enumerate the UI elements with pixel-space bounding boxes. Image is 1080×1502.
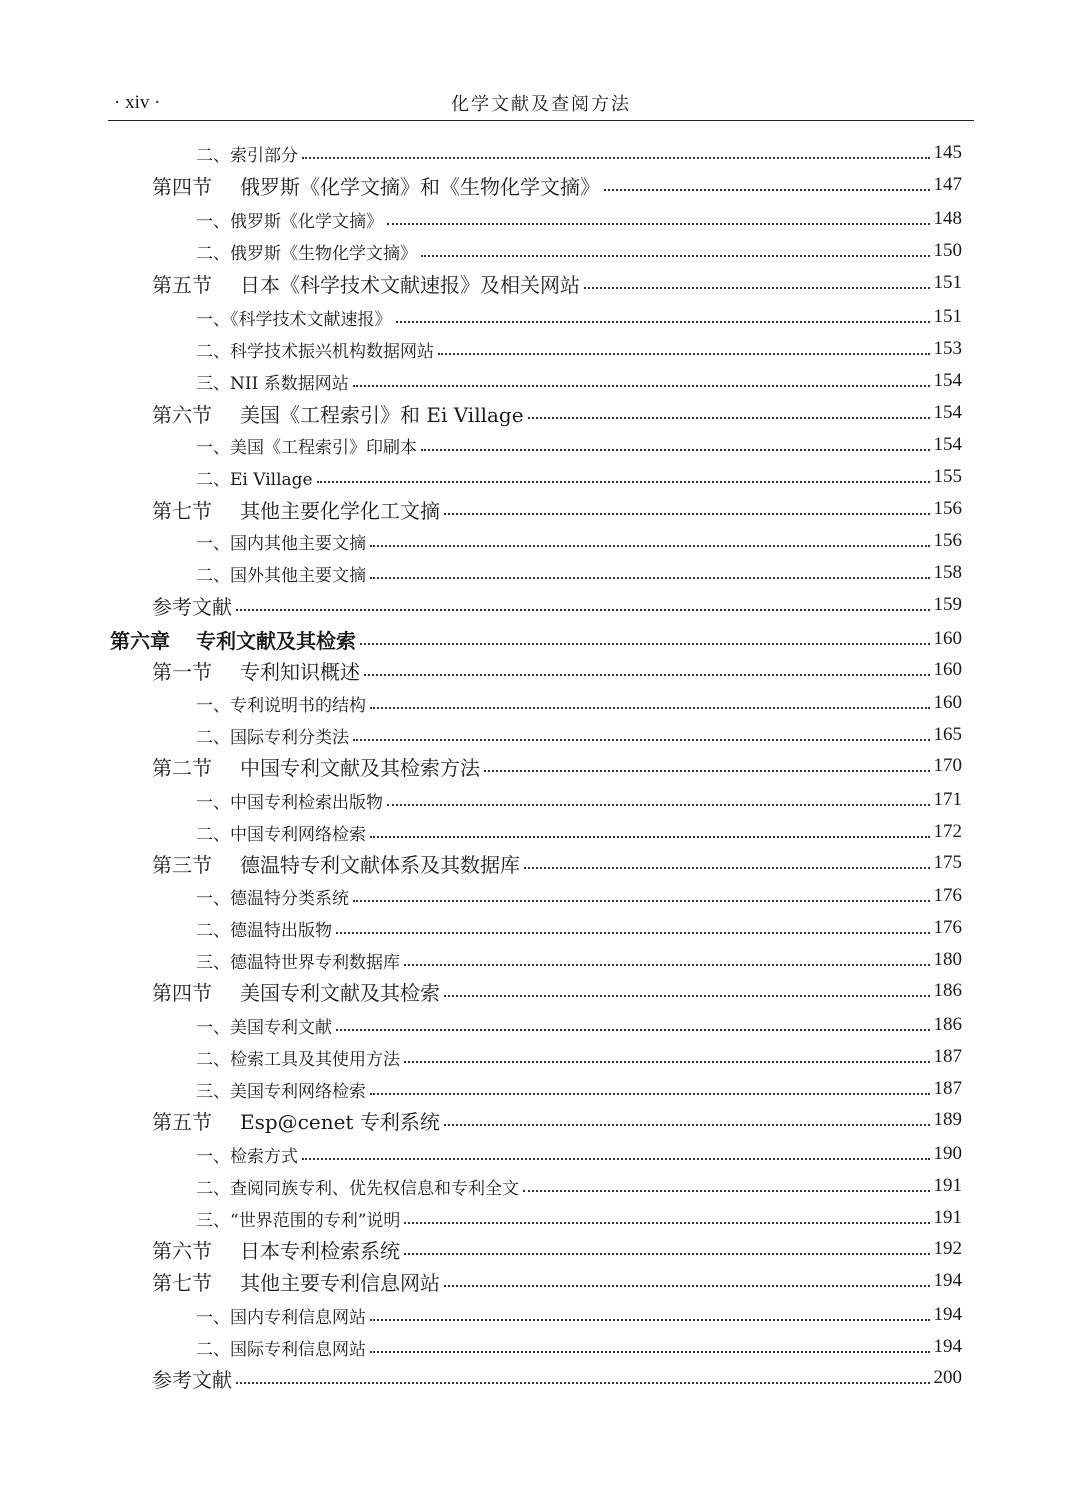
toc-entry-title: 三、NII 系数据网站 [196, 373, 349, 394]
section-number: 第六节 [152, 1238, 212, 1263]
toc-entry-title: 三、美国专利网络检索 [196, 1081, 366, 1102]
toc-entry-title: 其他主要专利信息网站 [240, 1270, 440, 1295]
toc-entry-label [152, 656, 360, 685]
toc-page-number: 176 [933, 917, 962, 938]
toc-entry-label [196, 529, 366, 554]
toc-page-number: 192 [933, 1238, 962, 1259]
dot-leader [387, 804, 930, 806]
toc-entry [152, 1105, 962, 1135]
toc-entry [196, 430, 962, 460]
toc-entry-title: 俄罗斯《化学文摘》和《生物化学文摘》 [240, 174, 600, 199]
toc-entry-title: 二、索引部分 [196, 145, 298, 166]
toc-entry-label [152, 752, 480, 781]
toc-entry-title: 二、国际专利分类法 [196, 727, 349, 748]
toc-entry [196, 785, 962, 815]
toc-entry-title: 二、国外其他主要文摘 [196, 565, 366, 586]
toc-entry-label [196, 1142, 298, 1167]
toc-entry-label [196, 1303, 366, 1328]
toc-page-number: 170 [933, 755, 962, 776]
dot-leader [370, 1319, 930, 1321]
toc-page-number: 158 [933, 562, 962, 583]
section-number: 第二节 [152, 755, 212, 780]
toc-entry [196, 204, 962, 234]
dot-leader [353, 385, 930, 387]
dot-leader [404, 1222, 929, 1224]
toc-entry [196, 1139, 962, 1169]
toc-page-number: 186 [933, 1014, 962, 1035]
dot-leader [444, 1285, 930, 1287]
toc-entry-label [196, 723, 349, 748]
dot-leader [236, 609, 930, 611]
page-number: · xiv · [114, 92, 161, 113]
dot-leader [387, 223, 930, 225]
toc-entry-label [196, 884, 349, 909]
toc-entry-title: 一、美国《工程索引》印刷本 [196, 437, 417, 458]
dot-leader [302, 157, 930, 159]
toc-entry-label [152, 1267, 440, 1296]
dot-leader [584, 287, 930, 289]
dot-leader [524, 867, 930, 869]
toc-entry-label [152, 1364, 232, 1393]
toc-page-number: 200 [933, 1367, 962, 1388]
toc-entry [196, 302, 962, 332]
toc-entry-label [196, 788, 383, 813]
toc-entry-title: 二、中国专利网络检索 [196, 824, 366, 845]
section-number: 第五节 [152, 1109, 212, 1134]
toc-entry-title: 德温特专利文献体系及其数据库 [240, 852, 520, 877]
toc-entry [196, 1074, 962, 1104]
toc-entry [152, 751, 962, 781]
toc-entry-label [196, 1174, 519, 1199]
toc-entry-title: 一、国内专利信息网站 [196, 1307, 366, 1328]
toc-page-number: 147 [933, 174, 962, 195]
toc-page-number: 150 [933, 240, 962, 261]
dot-leader [353, 900, 930, 902]
toc-entry [152, 398, 962, 428]
toc-page-number: 191 [933, 1175, 962, 1196]
toc-entry-label [196, 691, 366, 716]
toc-page-number: 155 [933, 466, 962, 487]
dot-leader [528, 417, 930, 419]
section-number: 第四节 [152, 980, 212, 1005]
toc-entry-title: 二、国际专利信息网站 [196, 1339, 366, 1360]
toc-entry-label [196, 305, 392, 330]
toc-entry-label [196, 433, 417, 458]
toc-page-number: 194 [933, 1304, 962, 1325]
toc-page-number: 151 [933, 306, 962, 327]
dot-leader [336, 1029, 930, 1031]
toc-entry-title: 二、德温特出版物 [196, 920, 332, 941]
dot-leader [604, 189, 930, 191]
toc-entry-title: 一、国内其他主要文摘 [196, 533, 366, 554]
toc-entry [196, 1300, 962, 1330]
dot-leader [523, 1190, 930, 1192]
toc-entry [196, 334, 962, 364]
toc-entry-title: 专利知识概述 [240, 659, 360, 684]
toc-entry-label [152, 495, 440, 524]
toc-entry-label [152, 1106, 440, 1135]
dot-leader [404, 1253, 930, 1255]
toc-entry [196, 1332, 962, 1362]
toc-page-number: 160 [933, 692, 962, 713]
section-number: 第五节 [152, 272, 212, 297]
dot-leader [370, 1093, 930, 1095]
toc-entry [196, 881, 962, 911]
dot-leader [370, 707, 930, 709]
toc-page-number: 156 [933, 530, 962, 551]
dot-leader [370, 577, 930, 579]
dot-leader [370, 545, 930, 547]
dot-leader [396, 321, 930, 323]
toc-entry-label [110, 625, 356, 654]
toc-entry-title: 日本《科学技术文献速报》及相关网站 [240, 272, 580, 297]
toc-entry-label [196, 1206, 400, 1231]
toc-entry-title: 美国《工程索引》和 Ei Village [240, 402, 524, 427]
page-header [108, 88, 974, 121]
toc-entry-title: 二、检索工具及其使用方法 [196, 1049, 400, 1070]
toc-page-number: 160 [933, 628, 962, 649]
toc-entry-label [196, 337, 434, 362]
toc-entry [196, 1171, 962, 1201]
toc-entry-title: 三、“世界范围的专利”说明 [196, 1210, 401, 1231]
toc-entry-title: 一、《科学技术文献速报》 [196, 309, 392, 330]
toc-entry [110, 624, 962, 654]
toc-entry-label [152, 849, 520, 878]
dot-leader [370, 836, 930, 838]
toc-page-number: 172 [933, 821, 962, 842]
toc-page-number: 165 [933, 724, 962, 745]
toc-entry [152, 655, 962, 685]
toc-entry-title: 二、查阅同族专利、优先权信息和专利全文 [196, 1178, 519, 1199]
toc-entry-title: 美国专利文献及其检索 [240, 980, 440, 1005]
section-number: 第三节 [152, 852, 212, 877]
dot-leader [421, 255, 930, 257]
toc-entry-label [196, 948, 400, 973]
toc-entry [196, 366, 962, 396]
dot-leader [444, 1124, 930, 1126]
toc-entry [152, 494, 962, 524]
toc-entry [196, 462, 962, 492]
dot-leader [404, 1061, 930, 1063]
toc-page-number: 180 [933, 949, 962, 970]
toc-entry-title: 一、美国专利文献 [196, 1017, 332, 1038]
toc-entry-label [152, 1235, 400, 1264]
toc-page-number: 175 [933, 852, 962, 873]
toc-page-number: 154 [933, 370, 962, 391]
toc-entry-label [196, 1013, 332, 1038]
toc-page-number: 191 [933, 1207, 962, 1228]
toc-entry-label [152, 269, 580, 298]
toc-page-number: 194 [933, 1336, 962, 1357]
dot-leader [444, 995, 930, 997]
toc-entry [196, 1203, 962, 1233]
toc-entry [196, 945, 962, 975]
dot-leader [360, 643, 930, 645]
toc-page-number: 171 [933, 789, 962, 810]
toc-entry-label [152, 171, 600, 200]
toc-entry [196, 236, 962, 266]
toc-entry [196, 138, 962, 168]
toc-page-number: 189 [933, 1109, 962, 1130]
toc-page-number: 154 [933, 434, 962, 455]
toc-page-number: 151 [933, 272, 962, 293]
toc-entry [196, 1042, 962, 1072]
toc-page-number: 154 [933, 402, 962, 423]
toc-entry [152, 170, 962, 200]
toc-entry [152, 848, 962, 878]
toc-page-number: 187 [933, 1078, 962, 1099]
toc-page-number: 160 [933, 659, 962, 680]
toc-entry [152, 1234, 962, 1264]
toc-entry-label [196, 1077, 366, 1102]
toc-entry-title: 专利文献及其检索 [196, 628, 356, 653]
toc-page-number: 156 [933, 498, 962, 519]
dot-leader [444, 513, 930, 515]
toc-entry [196, 558, 962, 588]
toc-page-number: 153 [933, 338, 962, 359]
toc-entry-title: 一、检索方式 [196, 1146, 298, 1167]
toc-entry [196, 913, 962, 943]
toc-entry-label [196, 369, 349, 394]
toc-entry [196, 817, 962, 847]
toc-entry-label [196, 207, 383, 232]
book-title: 化学文献及查阅方法 [451, 94, 631, 115]
toc-entry-title: 参考文献 [152, 594, 232, 619]
toc-entry-label [196, 561, 366, 586]
dot-leader [236, 1382, 930, 1384]
toc-entry [152, 590, 962, 620]
chapter-number: 第六章 [110, 628, 170, 653]
toc-page-number: 194 [933, 1270, 962, 1291]
dot-leader [484, 770, 930, 772]
toc-entry-title: 三、德温特世界专利数据库 [196, 952, 400, 973]
toc-entry-title: 一、中国专利检索出版物 [196, 792, 383, 813]
dot-leader [404, 964, 930, 966]
toc-entry-title: Esp@cenet 专利系统 [240, 1109, 440, 1134]
dot-leader [317, 481, 930, 483]
toc-entry-label [152, 591, 232, 620]
dot-leader [336, 932, 930, 934]
toc-entry-label [196, 465, 313, 490]
section-number: 第七节 [152, 1270, 212, 1295]
toc-entry-title: 参考文献 [152, 1367, 232, 1392]
toc-entry-label [196, 1335, 366, 1360]
toc-entry-title: 一、俄罗斯《化学文摘》 [196, 211, 383, 232]
toc-page-number: 145 [933, 142, 962, 163]
dot-leader [370, 1351, 930, 1353]
toc-entry-label [196, 239, 417, 264]
toc-entry-label [196, 141, 298, 166]
toc-entry-title: 其他主要化学化工文摘 [240, 498, 440, 523]
toc-entry [152, 976, 962, 1006]
toc-entry [152, 1363, 962, 1393]
toc-entry-label [196, 1045, 400, 1070]
dot-leader [438, 353, 930, 355]
toc-entry [196, 1010, 962, 1040]
toc-page-number: 187 [933, 1046, 962, 1067]
toc-entry-title: 一、专利说明书的结构 [196, 695, 366, 716]
toc-entry-label [196, 916, 332, 941]
toc-page-number: 159 [933, 594, 962, 615]
section-number: 第六节 [152, 402, 212, 427]
toc-entry [152, 268, 962, 298]
toc-page-number: 176 [933, 885, 962, 906]
section-number: 第七节 [152, 498, 212, 523]
toc-entry [196, 688, 962, 718]
toc-entry [196, 720, 962, 750]
dot-leader [353, 739, 930, 741]
dot-leader [302, 1158, 930, 1160]
toc-page-number: 148 [933, 208, 962, 229]
toc-entry-title: 日本专利检索系统 [240, 1238, 400, 1263]
toc-entry-title: 一、德温特分类系统 [196, 888, 349, 909]
toc-entry-title: 二、俄罗斯《生物化学文摘》 [196, 243, 417, 264]
toc-entry-title: 二、科学技术振兴机构数据网站 [196, 341, 434, 362]
dot-leader [421, 449, 930, 451]
toc-entry-title: 中国专利文献及其检索方法 [240, 755, 480, 780]
toc-entry-label [152, 977, 440, 1006]
dot-leader [364, 674, 930, 676]
toc-entry-title: 二、Ei Village [196, 469, 313, 490]
toc-entry [196, 526, 962, 556]
toc-entry-label [152, 399, 524, 428]
toc-entry [152, 1266, 962, 1296]
section-number: 第一节 [152, 659, 212, 684]
toc-page-number: 186 [933, 980, 962, 1001]
section-number: 第四节 [152, 174, 212, 199]
toc-page-number: 190 [933, 1143, 962, 1164]
toc-entry-label [196, 820, 366, 845]
